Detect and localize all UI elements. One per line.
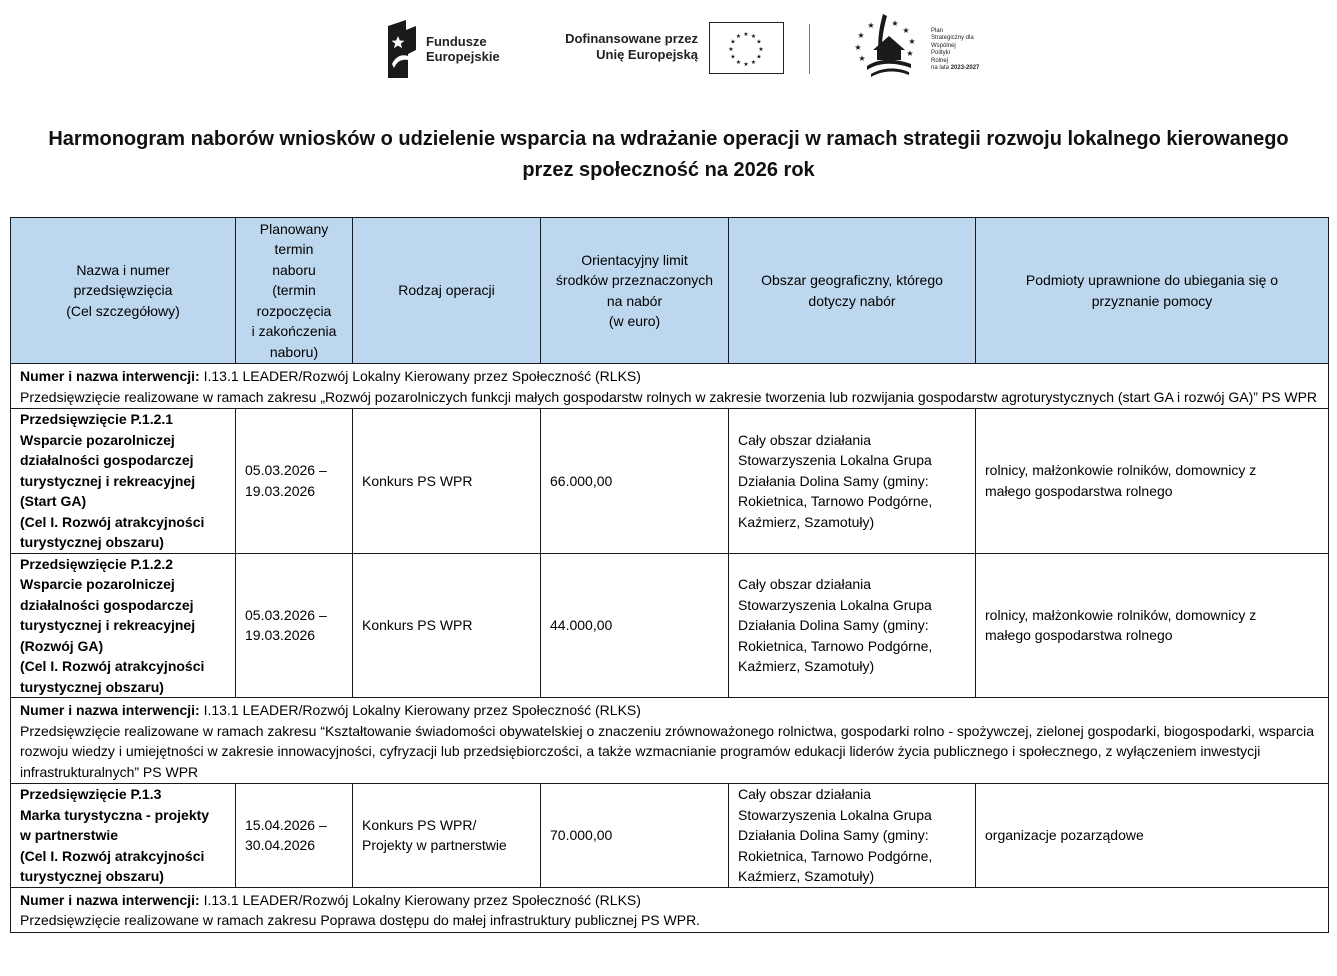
svg-text:★: ★ [906, 49, 914, 58]
section-row [11, 364, 1329, 409]
svg-text:★: ★ [758, 46, 764, 53]
cell-limit: 66.000,00 [541, 409, 729, 554]
cell-entities: organizacje pozarządowe [976, 784, 1329, 888]
svg-text:★: ★ [743, 31, 749, 38]
svg-text:★: ★ [735, 59, 742, 66]
cell-entities: rolnicy, małżonkowie rolników, domownicy z małego gospodarstwa rolnego [976, 553, 1329, 698]
logo-separator [809, 24, 810, 74]
cell-limit: 44.000,00 [541, 553, 729, 698]
header-entities: Podmioty uprawnione do ubiegania się o przyznanie pomocy [976, 218, 1329, 364]
fundusze-europejskie-icon [386, 20, 422, 78]
svg-text:★: ★ [908, 37, 916, 46]
cell-area: Cały obszar działania Stowarzyszenia Lokalna Grupa Działania Dolina Samy (gminy: Rokietnica, Tarnowo Podgórne, Kaźmierz, Szamotuły) [729, 784, 976, 888]
title-line2: przez społeczność na 2026 rok [522, 159, 815, 181]
cell-term: 05.03.2026 – 19.03.2026 [236, 409, 353, 554]
svg-text:★: ★ [743, 61, 749, 68]
logo-bar [0, 0, 1337, 100]
cell-limit: 70.000,00 [541, 784, 729, 888]
psp-line6 [931, 65, 979, 72]
psp-line1: Plan [931, 28, 944, 34]
svg-text:★: ★ [730, 53, 736, 61]
header-limit: Orientacyjny limit środków przeznaczonych na nabór (w euro) [541, 218, 729, 364]
eu-line1: Dofinansowane przez [565, 31, 698, 46]
svg-text:★: ★ [857, 31, 865, 40]
cell-area: Cały obszar działania Stowarzyszenia Lokalna Grupa Działania Dolina Samy (gminy: Rokietnica, Tarnowo Podgórne, Kaźmierz, Szamotuły) [729, 409, 976, 554]
fe-line1: Fundusze [426, 34, 487, 49]
table-row [11, 553, 1329, 698]
svg-text:★: ★ [867, 21, 875, 30]
section-label: Numer i nazwa interwencji: [20, 891, 200, 908]
cell-term: 05.03.2026 – 19.03.2026 [236, 553, 353, 698]
section-row [11, 698, 1329, 784]
section-label: Numer i nazwa interwencji: [20, 702, 200, 718]
psp-na-lata: na lata [931, 65, 950, 72]
svg-text:★: ★ [735, 33, 742, 40]
fe-line2: Europejskie [426, 49, 500, 64]
cell-term: 15.04.2026 – 30.04.2026 [236, 784, 353, 888]
psp-line2: Strategiczny dla [931, 35, 974, 42]
cell-name: Przedsięwzięcie P.1.2.1 Wsparcie pozarolniczej działalności gospodarczej turystycznej i rekreacyjnej (Start GA) (Cel I. Rozwój atrakcyjności turystycznej obszaru) [11, 409, 236, 554]
eu-flag-icon [709, 22, 784, 74]
eu-line2: Unię Europejską [596, 47, 698, 62]
svg-text:★: ★ [750, 33, 757, 40]
section-cell [11, 698, 1329, 784]
psp-line5: Rolnej [931, 57, 949, 64]
psp-line4: Polityki [931, 50, 951, 57]
cell-type: Konkurs PS WPR [353, 553, 541, 698]
psp-years: 2023-2027 [950, 65, 980, 72]
section-row [11, 887, 1329, 932]
cell-name: Przedsięwzięcie P.1.2.2 Wsparcie pozarolniczej działalności gospodarczej turystycznej i rekreacyjnej (Rozwój GA) (Cel I. Rozwój atrakcyjności turystycznej obszaru) [11, 553, 236, 698]
svg-text:★: ★ [858, 54, 866, 63]
cell-entities: rolnicy, małżonkowie rolników, domownicy z małego gospodarstwa rolnego [976, 409, 1329, 554]
header-row [11, 218, 1329, 364]
svg-text:★: ★ [756, 53, 762, 61]
cell-type: Konkurs PS WPR/ Projekty w partnerstwie [353, 784, 541, 888]
page-title [20, 124, 1317, 186]
psp-text [931, 28, 979, 72]
eu-cofinancing-logo [548, 22, 788, 76]
section-desc: Przedsięwzięcie realizowane w ramach zakresu Poprawa dostępu do małej infrastruktury publicznej PS WPR. [20, 912, 701, 928]
section-label: Numer i nazwa interwencji: [20, 368, 200, 384]
section-desc: Przedsięwzięcie realizowane w ramach zakresu „Rozwój pozarolniczych funkcji małych gospodarstw rolnych w zakresie tworzenia lub rozwijania gospodarstw agroturystycznych (start GA i rozwój GA)” PS WPR [20, 388, 1318, 405]
svg-text:★: ★ [854, 43, 862, 52]
section-value: I.13.1 LEADER/Rozwój Lokalny Kierowany przez Społeczność (RLKS) [199, 891, 641, 908]
section-desc: Przedsięwzięcie realizowane w ramach zakresu “Kształtowanie świadomości obywatelskiej o znaczeniu zrównoważonego rolnictwa, gospodarki rolno - spożywczej, zielonej gospodarki, biogospodarki, wsparcia rozwoju wiedzy i umiejętności w zakresie innowacyjności, cyfryzacji lub przedsiębiorczości, a także wzmacnianie programów edukacji liderów życia publicznego i społecznego, z wyłączeniem inwestycji infrastrukturalnych” PS WPR [20, 722, 1315, 780]
svg-text:★: ★ [891, 19, 899, 28]
cell-type: Konkurs PS WPR [353, 409, 541, 554]
header-term: Planowany termin naboru (termin rozpoczęcia i zakończenia naboru) [236, 218, 353, 364]
title-line1: Harmonogram naborów wniosków o udzielenie wsparcia na wdrażanie operacji w ramach strategii rozwoju lokalnego kierowanego [48, 128, 1289, 150]
psp-emblem-icon [849, 8, 929, 80]
section-cell [11, 364, 1329, 409]
table-row [11, 409, 1329, 554]
section-value: I.13.1 LEADER/Rozwój Lokalny Kierowany przez Społeczność (RLKS) [199, 702, 641, 718]
cell-name: Przedsięwzięcie P.1.3 Marka turystyczna - projekty w partnerstwie (Cel I. Rozwój atrakcyjności turystycznej obszaru) [11, 784, 236, 888]
cell-area: Cały obszar działania Stowarzyszenia Lokalna Grupa Działania Dolina Samy (gminy: Rokietnica, Tarnowo Podgórne, Kaźmierz, Szamotuły) [729, 553, 976, 698]
fundusze-europejskie-logo [386, 20, 516, 78]
psp-line3: Wspólnej [931, 42, 956, 49]
svg-text:★: ★ [902, 26, 910, 35]
header-area: Obszar geograficzny, którego dotyczy nabór [729, 218, 976, 364]
table-row [11, 784, 1329, 888]
plan-strategiczny-logo [849, 8, 999, 80]
svg-text:★: ★ [730, 38, 736, 46]
svg-text:★: ★ [728, 46, 734, 53]
section-cell [11, 887, 1329, 932]
section-value: I.13.1 LEADER/Rozwój Lokalny Kierowany przez Społeczność (RLKS) [199, 368, 641, 384]
schedule-table [10, 217, 1329, 933]
svg-text:★: ★ [750, 59, 757, 66]
header-type: Rodzaj operacji [353, 218, 541, 364]
header-name: Nazwa i numer przedsięwzięcia (Cel szczegółowy) [11, 218, 236, 364]
svg-text:★: ★ [756, 38, 762, 46]
